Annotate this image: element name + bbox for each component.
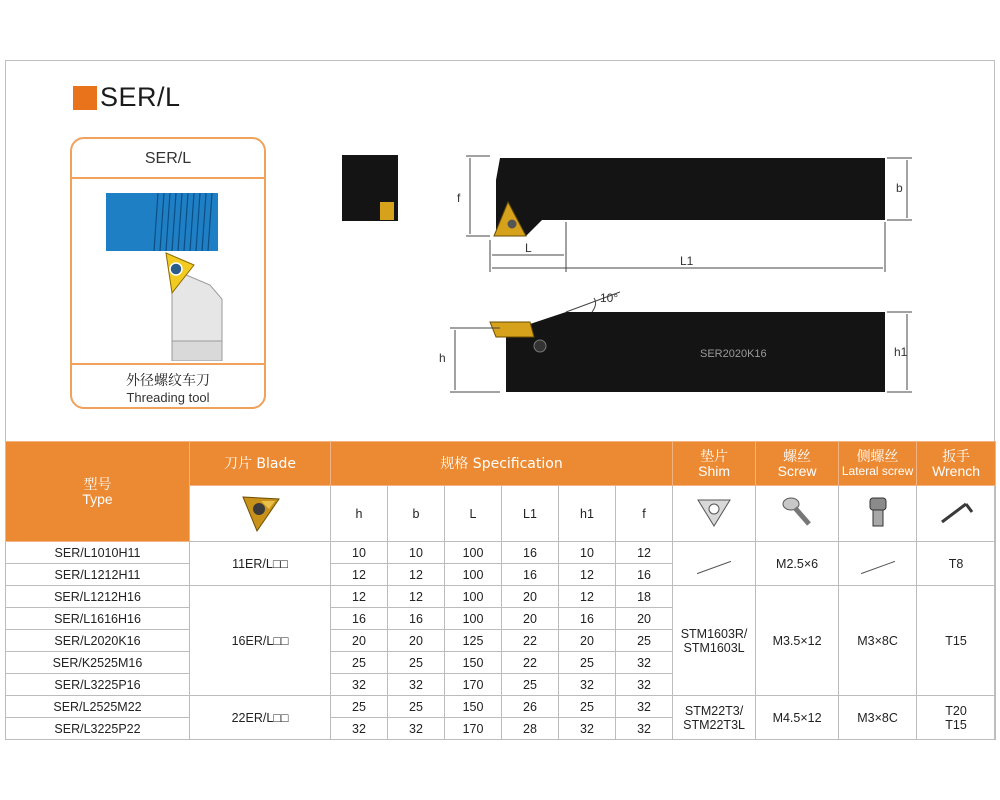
shim-icon [692,492,736,532]
cell-b: 16 [388,608,445,630]
caption-english: Threading tool [126,390,210,405]
dim-label-angle: 10° [600,291,619,305]
cell-f: 12 [616,542,673,564]
wrench-image-cell [917,486,996,542]
tool-card [70,137,266,409]
cell-L1: 26 [502,696,559,718]
screw-cell: M4.5×12 [756,696,839,740]
shim-cell-empty [673,542,756,586]
cell-h: 12 [331,564,388,586]
cell-f: 32 [616,674,673,696]
cell-f: 18 [616,586,673,608]
type-cell: SER/L3225P22 [6,718,190,740]
blade-cell: 16ER/L□□ [190,586,331,696]
col-screw-header: 螺丝 Screw [756,442,839,486]
caption-chinese: 外径螺纹车刀 [126,373,210,389]
cell-L1: 28 [502,718,559,740]
dim-label-L1: L1 [680,254,694,268]
shim-cell: STM1603R/ STM1603L [673,586,756,696]
type-cell: SER/L1212H16 [6,586,190,608]
wrench-icon [934,492,978,532]
wrench-cell: T20 T15 [917,696,996,740]
cell-L1: 20 [502,608,559,630]
cell-L1: 16 [502,564,559,586]
cell-L: 100 [445,564,502,586]
lateral-cell-empty [839,542,917,586]
spec-col-h1: h1 [559,486,616,542]
top-view [494,158,885,236]
dim-label-f: f [457,191,461,205]
cell-L1: 25 [502,674,559,696]
cell-f: 32 [616,652,673,674]
cell-h1: 32 [559,674,616,696]
cell-L: 150 [445,652,502,674]
type-cell: SER/L2525M22 [6,696,190,718]
cell-h1: 20 [559,630,616,652]
card-caption [72,363,264,407]
wrench-cell: T8 [917,542,996,586]
card-title: SER/L [72,139,264,179]
dim-label-L: L [525,241,532,255]
lateral-cell: M3×8C [839,586,917,696]
cell-h: 10 [331,542,388,564]
cell-L1: 20 [502,586,559,608]
cell-L: 150 [445,696,502,718]
cell-b: 32 [388,718,445,740]
cell-b: 12 [388,586,445,608]
cell-h: 32 [331,718,388,740]
lateral-cell: M3×8C [839,696,917,740]
screw-cell: M2.5×6 [756,542,839,586]
blade-cell: 22ER/L□□ [190,696,331,740]
screw-image-cell [756,486,839,542]
spec-col-h: h [331,486,388,542]
page-title-row [73,82,181,113]
blade-image-cell [190,486,331,542]
cell-h: 32 [331,674,388,696]
threading-illustration [72,181,266,361]
shim-cell: STM22T3/ STM22T3L [673,696,756,740]
cell-L: 170 [445,718,502,740]
tool-engraving: SER2020K16 [700,348,767,360]
dim-label-h1: h1 [894,345,908,359]
cell-b: 10 [388,542,445,564]
cell-L1: 22 [502,630,559,652]
type-cell: SER/L1212H11 [6,564,190,586]
cell-h: 20 [331,630,388,652]
spec-col-L1: L1 [502,486,559,542]
wrench-cell: T15 [917,586,996,696]
type-cell: SER/L2020K16 [6,630,190,652]
col-type-header: 型号 Type [6,442,190,542]
side-view [490,312,885,392]
cell-h: 16 [331,608,388,630]
type-cell: SER/K2525M16 [6,652,190,674]
type-cell: SER/L3225P16 [6,674,190,696]
cell-L1: 16 [502,542,559,564]
cell-h1: 12 [559,586,616,608]
cell-h1: 25 [559,652,616,674]
cell-h1: 32 [559,718,616,740]
type-cell: SER/L1616H16 [6,608,190,630]
cell-f: 32 [616,696,673,718]
col-wrench-header: 扳手 Wrench [917,442,996,486]
cell-L: 100 [445,608,502,630]
table-row [6,542,996,564]
cell-h1: 12 [559,564,616,586]
col-shim-header: 垫片 Shim [673,442,756,486]
table-row [6,696,996,718]
spec-col-f: f [616,486,673,542]
cell-f: 32 [616,718,673,740]
cell-f: 16 [616,564,673,586]
cell-h: 25 [331,652,388,674]
cell-h1: 25 [559,696,616,718]
col-lateral-header: 侧螺丝 Lateral screw [839,442,917,486]
screw-icon [775,492,819,532]
table-row [6,586,996,608]
spec-table [5,441,996,740]
cell-b: 12 [388,564,445,586]
cell-h1: 16 [559,608,616,630]
spec-col-L: L [445,486,502,542]
col-spec-header: 规格 Specification [331,442,673,486]
cell-f: 20 [616,608,673,630]
cell-L1: 22 [502,652,559,674]
blade-icon [235,489,285,535]
cell-L: 100 [445,586,502,608]
col-blade-header: 刀片 Blade [190,442,331,486]
cell-b: 32 [388,674,445,696]
cell-f: 25 [616,630,673,652]
cell-L: 125 [445,630,502,652]
cell-b: 25 [388,696,445,718]
lateral-screw-icon [856,492,900,532]
end-view-insert [380,202,394,220]
lateral-screw-image-cell [839,486,917,542]
technical-drawing [330,140,920,400]
cell-b: 25 [388,652,445,674]
blade-cell: 11ER/L□□ [190,542,331,586]
cell-h1: 10 [559,542,616,564]
spec-col-b: b [388,486,445,542]
cell-h: 25 [331,696,388,718]
screw-cell: M3.5×12 [756,586,839,696]
cell-L: 100 [445,542,502,564]
dim-label-h: h [439,351,446,365]
shim-image-cell [673,486,756,542]
page-title: SER/L [100,82,181,112]
type-cell: SER/L1010H11 [6,542,190,564]
cell-b: 20 [388,630,445,652]
dim-label-b: b [896,181,903,195]
cell-L: 170 [445,674,502,696]
cell-h: 12 [331,586,388,608]
title-marker [73,86,97,110]
